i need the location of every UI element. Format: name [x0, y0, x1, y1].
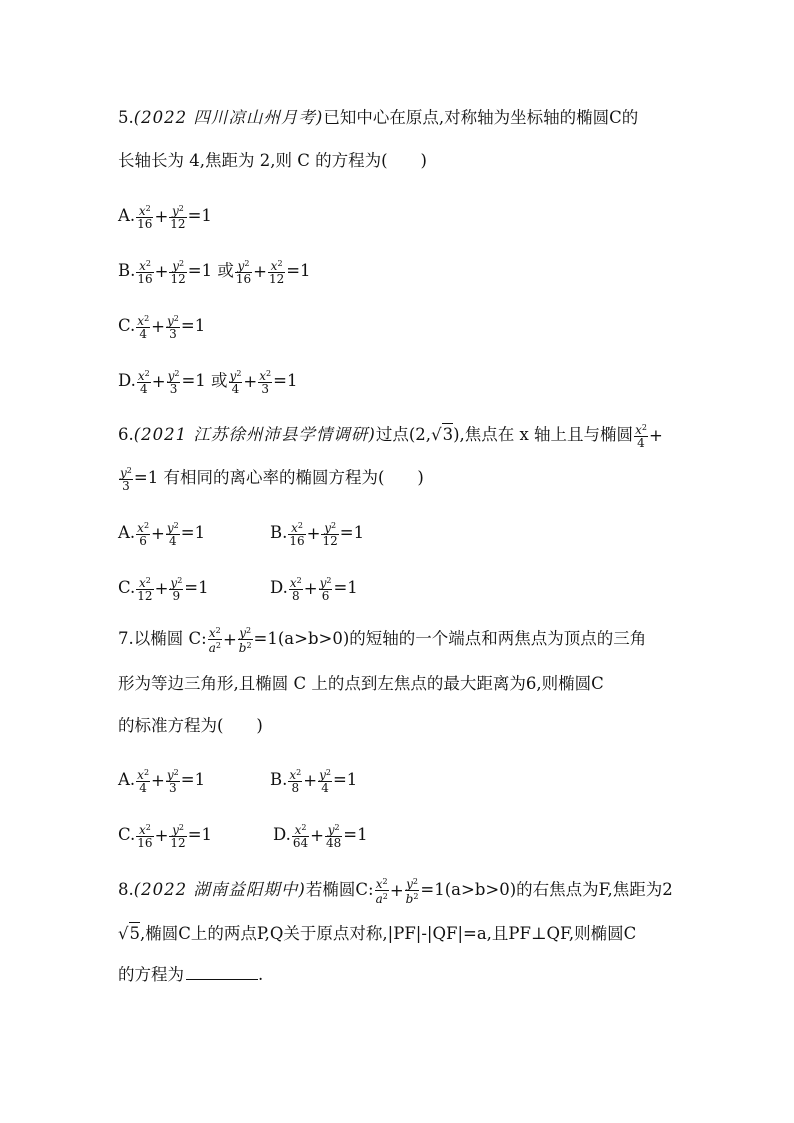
q8-number: 8. [118, 880, 134, 899]
q5-source: (2022 四川凉山州月考) [133, 108, 324, 127]
q7-stem-line3: 的标准方程为( ) [118, 716, 263, 735]
q7-option-b[interactable]: B. $\frac{x^2}{8}$ + $\frac{y^2}{4}$ =1 [270, 768, 358, 795]
q6-number: 6. [118, 425, 134, 444]
q7-stem-line2: 形为等边三角形,且椭圆 C 上的点到左焦点的最大距离为6,则椭圆C [118, 674, 604, 693]
q7-option-a[interactable]: A. $\frac{x^2}{4}$ + $\frac{y^2}{3}$ =1 [118, 768, 206, 795]
q6-option-b[interactable]: B. $\frac{x^2}{16}$ + $\frac{y^2}{12}$ =1 [270, 521, 365, 548]
q6-stem-line2: $\frac{y^2}{3}$ =1 有相同的离心率的椭圆方程为( ) [120, 466, 424, 493]
q6-stem-line1: 6.(2021 江苏徐州沛县学情调研)过点(2,√3),焦点在 x 轴上且与椭圆 $\frac{x^2}{4}$ + [118, 423, 663, 450]
q5-option-d[interactable]: D. $\frac{x^2}{4}$ + $\frac{y^2}{3}$ =1 或 $\frac{y^2}{4}$ + $\frac{x^2}{3}$ =1 [118, 369, 298, 396]
q6-option-c[interactable]: C. $\frac{x^2}{12}$ + $\frac{y^2}{9}$ =1 [118, 576, 209, 603]
q5-option-a[interactable]: A. $\frac{x^2}{16}$ + $\frac{y^2}{12}$ =1 [118, 204, 212, 231]
q7-number: 7. [118, 629, 134, 648]
q6-source: (2021 江苏徐州沛县学情调研) [133, 425, 376, 444]
q6-option-a[interactable]: A. $\frac{x^2}{6}$ + $\frac{y^2}{4}$ =1 [118, 521, 206, 548]
q7-stem-line1: 7.以椭圆 C: $\frac{x^2}{a^2}$ + $\frac{y^2}{b^2}$ =1(a>b>0)的短轴的一个端点和两焦点为顶点的三角 [118, 626, 647, 655]
q5-stem-line1: 5.(2022 四川凉山州月考)已知中心在原点,对称轴为坐标轴的椭圆C的 [118, 108, 639, 127]
q5-number: 5. [118, 108, 134, 127]
q7-option-d[interactable]: D. $\frac{x^2}{64}$ + $\frac{y^2}{48}$ =1 [273, 823, 368, 850]
q8-source: (2022 湖南益阳期中) [133, 880, 306, 899]
q8-stem-line3: 的方程为 . [118, 965, 264, 984]
q8-answer-blank[interactable] [186, 965, 258, 980]
q6-option-d[interactable]: D. $\frac{x^2}{8}$ + $\frac{y^2}{6}$ =1 [270, 576, 358, 603]
q5-stem-line2: 长轴长为 4,焦距为 2,则 C 的方程为( ) [118, 151, 427, 170]
q8-sqrt: 5 [129, 924, 141, 943]
q5-option-b[interactable]: B. $\frac{x^2}{16}$ + $\frac{y^2}{12}$ =1 或 $\frac{y^2}{16}$ + $\frac{x^2}{12}$ =1 [118, 259, 311, 286]
q8-stem-line1: 8.(2022 湖南益阳期中)若椭圆C: $\frac{x^2}{a^2}$ + $\frac{y^2}{b^2}$ =1(a>b>0)的右焦点为F,焦距为2 [118, 877, 673, 906]
q6-sqrt: 3 [442, 425, 454, 444]
q8-stem-line2: √5,椭圆C上的两点P,Q关于原点对称,|PF|-|QF|=a,且PF⊥QF,则椭圆C [118, 924, 637, 943]
q7-option-c[interactable]: C. $\frac{x^2}{16}$ + $\frac{y^2}{12}$ =1 [118, 823, 213, 850]
q5-option-c[interactable]: C. $\frac{x^2}{4}$ + $\frac{y^2}{3}$ =1 [118, 314, 206, 341]
